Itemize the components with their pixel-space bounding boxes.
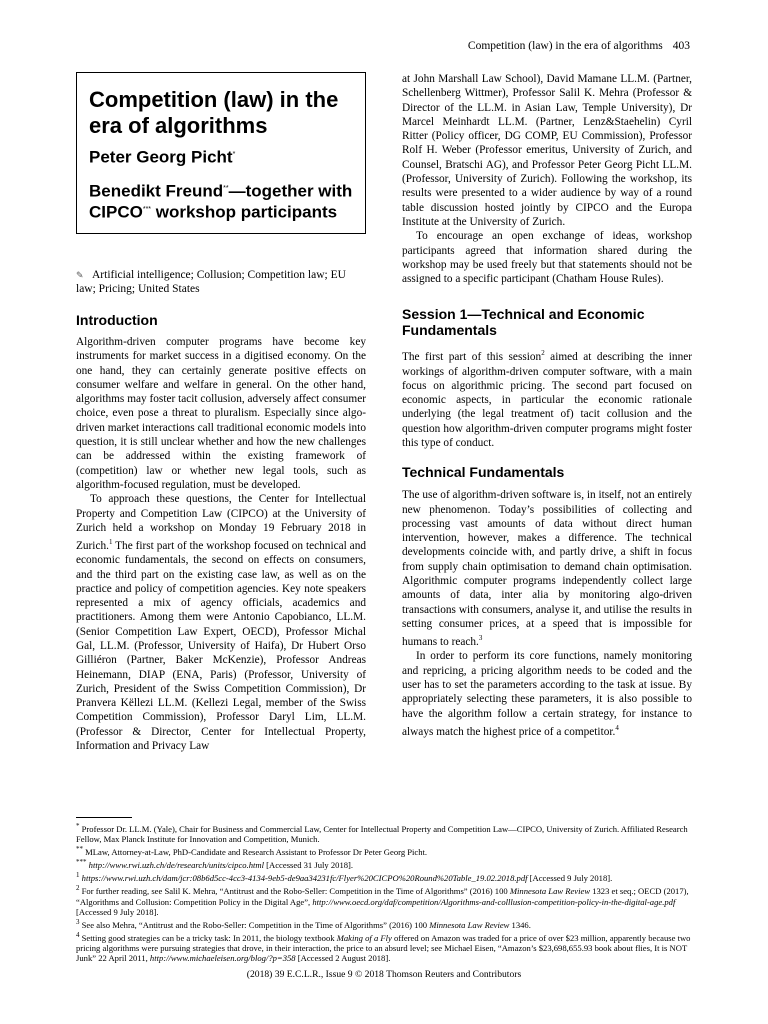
footnote-journal: Minnesota Law Review <box>429 919 510 930</box>
author-2-name: Benedikt Freund <box>89 181 224 201</box>
title-box <box>76 72 366 234</box>
footnote-link[interactable]: http://www.rwi.uzh.ch/de/research/units/cipco.html <box>88 860 265 871</box>
footnote-cipco <box>76 857 692 870</box>
article-title: Competition (law) in the era of algorithms <box>89 87 339 138</box>
footnote-mark: 3 <box>76 917 80 926</box>
footnote-text: See also Mehra, “Antitrust and the Robo-Seller: Competition in the Time of Algorithms” (2016) 100 <box>81 919 430 930</box>
left-column <box>76 72 366 753</box>
author-2-footnote-mark: ** <box>223 184 229 192</box>
page-number: 403 <box>672 40 690 52</box>
keywords <box>76 268 366 296</box>
footnote-ref-2: 2 <box>541 349 545 358</box>
technical-paragraph-1-text: The use of algorithm-driven software is, in itself, not an entirely new phenomenon. Today’s possibilities of collecting and processing vast amounts of data without direct human intervention, however, makes a difference. The technical developments coincide with, and partly drive, a shift in focus from supply chain optimisation to demand chain optimisation. Algorithmic computer programs independently collect large amounts of data, inter alia by monitoring algo-driven transactions with consumers, analyse it, and utilise the results in setting consumer prices, at a speed that is impossible for humans to reach. <box>402 489 692 649</box>
intro-paragraph-2-a: To approach these questions, the Center for Intellectual Property and Competition Law (CIPCO) at the University of Zurich held a workshop on Monday 19 February 2018 in Zurich. <box>76 493 366 552</box>
footnote-mark: 2 <box>76 884 80 893</box>
footnote-text: [Accessed 9 July 2018]. <box>527 873 613 884</box>
footnote-1 <box>76 870 692 883</box>
footnote-link[interactable]: https://www.rwi.uzh.ch/dam/jcr:08b6d5cc-4cc3-4134-9eb5-de9aa34231fc/Flyer%20CICPO%20Round%20Table_19.02.2018.pdf <box>81 873 528 884</box>
footnote-4 <box>76 930 692 963</box>
footnote-ref-3: 3 <box>478 634 483 643</box>
technical-paragraph-2 <box>402 649 692 739</box>
keywords-text: Artificial intelligence; Collusion; Competition law; EU law; Pricing; United States <box>76 269 346 295</box>
footnote-text: 1323 et seq.; OECD (2017), “Algorithms and Collusion: Competition Policy in the Digital Age”, <box>76 886 689 907</box>
footnote-mark: 4 <box>76 930 80 939</box>
technical-fundamentals-heading: Technical Fundamentals <box>402 464 565 481</box>
page-footer: (2018) 39 E.C.L.R., Issue 9 © 2018 Thomson Reuters and Contributors <box>246 969 522 980</box>
footnote-2 <box>76 883 692 916</box>
footnote-book-title: Making of a Fly <box>336 932 392 943</box>
participants-continued: at John Marshall Law School), David Mamane LL.M. (Partner, Schellenberg Wittmer), Professor Salil K. Mehra (Professor & Director of the LL.M. in Asian Law, Temple University), Dr Marcel Meinhardt LL.M. (Partner, Lenz&Staehelin) Cyril Ritter (Policy officer, DG COMP, EU Commission), Professor Rolf H. Weber (Professor emeritus, University of Zurich, and Counsel, Bratschi AG), and Professor Peter Georg Picht LL.M. (Professor, University of Zurich). Following the workshop, its results were presented to a wider audience by way of a round table discussion hosted jointly by CIPCO and the Europa Institute at the University of Zurich. <box>402 73 692 228</box>
footnote-link[interactable]: http://www.oecd.org/daf/competition/Algorithms-and-colllusion-competition-policy-in-the-digital-age.pdf <box>312 896 676 907</box>
keyword-link-icon: ✎ <box>76 270 84 280</box>
footnote-text: MLaw, Attorney-at-Law, PhD-Candidate and Research Assistant to Professor Dr Peter Georg Picht. <box>85 847 428 858</box>
footnote-text: [Accessed 2 August 2018]. <box>295 953 391 964</box>
technical-paragraph-1 <box>402 488 692 649</box>
session-1-paragraph-a: The first part of this session <box>402 351 542 364</box>
footnote-journal: Minnesota Law Review <box>509 886 591 897</box>
footnote-mark: 1 <box>76 871 80 880</box>
footnote-text: For further reading, see Salil K. Mehra, “Antitrust and the Robo-Seller: Competition in the Time of Algorithms” (2016) 100 <box>81 886 510 897</box>
intro-paragraph-2 <box>76 492 366 753</box>
footnote-rule <box>76 817 132 818</box>
footnote-link[interactable]: http://www.michaeleisen.org/blog/?p=358 <box>149 953 296 964</box>
session-1-paragraph-b: aimed at describing the inner workings of algorithm-driven computer software, with a main focus on algorithmic pricing. The second part focused on economic aspects, in particular the economic rationale underlying (the legal treatment of) tacit collusion and the question how algorithm-driven computer programs might foster this type of conduct. <box>402 351 692 449</box>
footnote-mark: ** <box>76 845 83 854</box>
footnote-mark: *** <box>76 858 87 867</box>
footnote-text: [Accessed 9 July 2018]. <box>76 906 159 917</box>
right-column <box>402 72 692 739</box>
footnote-author-1 <box>76 821 692 844</box>
footnote-mark: * <box>76 822 80 830</box>
footnote-text: Setting good strategies can be a tricky task: In 2011, the biology textbook <box>81 932 337 943</box>
author-2-rest: —together with CIPCO <box>89 181 353 222</box>
running-head <box>468 40 690 52</box>
footnote-ref-1: 1 <box>108 538 113 547</box>
intro-paragraph-1: Algorithm-driven computer programs have become key instruments for market success in a digitised economy. On the one hand, they can certainly generate positive effects on consumer welfare and welfare in general. On the other hand, algorithms may foster tacit collusion, adversely affect consumer choice, even pose a threat to pluralism. Especially since algo-driven market interactions call traditional economic models into question, it is still unclear whether and how the new challenges can be addressed within the existing framework of (competition) law or whether new legal tools, such as algorithm-focused regulation, must be developed. <box>76 336 366 491</box>
session-1-heading: Session 1—Technical and Economic Fundamentals <box>402 306 645 339</box>
footnote-text: [Accessed 31 July 2018]. <box>264 860 354 871</box>
cipco-footnote-mark: *** <box>142 206 152 214</box>
footnote-ref-4: 4 <box>615 723 619 732</box>
footnote-author-2 <box>76 844 692 857</box>
footnote-text: 1346. <box>509 919 531 930</box>
footnote-text: Professor Dr. LL.M. (Yale), Chair for Business and Commercial Law, Center for Intellectual Property and Competition Law—CIPCO, University of Zurich. Affiliated Research Fellow, Max Planck Institute for Innovation and Competition, Munich. <box>76 823 688 845</box>
running-head-title: Competition (law) in the era of algorithms <box>467 40 663 52</box>
author-2 <box>89 179 353 222</box>
chatham-house-paragraph: To encourage an open exchange of ideas, workshop participants agreed that information shared during the workshop may be used freely but that statements should not be assigned to a specific participant (Chatham House Rules). <box>402 230 692 286</box>
footnotes <box>76 821 692 963</box>
technical-paragraph-2-text: In order to perform its core functions, namely monitoring and repricing, a pricing algorithm needs to be coded and the user has to set the parameters according to the task at issue. By appropriately selecting these parameters, it is also possible to have the algorithm follow a certain strategy, for instance to always match the highest price of a competitor. <box>402 650 692 738</box>
introduction-heading: Introduction <box>76 312 158 328</box>
footnote-3 <box>76 917 692 930</box>
author-2-tail: workshop participants <box>151 202 338 222</box>
session-1-paragraph <box>402 346 692 450</box>
author-1-name: Peter Georg Picht <box>89 147 233 167</box>
author-1-footnote-mark: * <box>232 151 236 158</box>
intro-paragraph-2-b: The first part of the workshop focused on technical and economic fundamentals, the second on effects on consumers, and the third part on the existing case law, as well as on the practice and policy of competition agencies. Key note speakers represented a mix of agency officials, academics and practitioners. Among them were Antonio Capobianco, LL.M. (Senior Competition Law Expert, OECD), Professor Michal Gal, LL.M. (Professor, University of Haifa), Dr Hubert Orso Gilliéron (Partner, Baker McKenzie), Professor Andreas Heinemann, DIAP (ENA, Paris) (Professor, University of Zurich, President of the Swiss Competition Commission), Dr Pranvera Këllezi LL.M. (Kellezi Legal, member of the Swiss Competition Commission), Professor Daryl Lim, LL.M. (Professor & Director, Center for Intellectual Property, Information and Privacy Law <box>76 539 366 753</box>
author-1 <box>89 145 353 167</box>
footnote-text: offered on Amazon was traded for a price of over $23 million, apparently because two pricing algorithms were pursuing strategies that drove, in their interaction, the price to an absurd level; see Michael Eisen, “Amazon’s $23,698,655.93 book about flies, It is NOT Junk” 22 April 2011, <box>76 932 691 964</box>
